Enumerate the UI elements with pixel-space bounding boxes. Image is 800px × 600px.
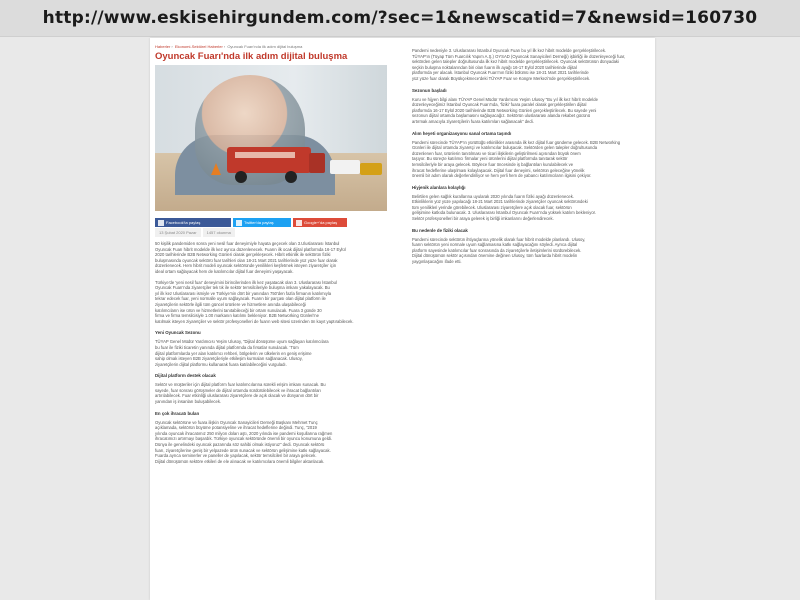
paragraph-line: platformda 16-17 Eylül 2020 tarihlerinde B2B Networking Günleri gerçekleştirilecek. Bu sayede yeni [412, 107, 597, 113]
breadcrumb-item[interactable]: Ekonomi-Sektörel Haberler [174, 44, 223, 49]
paragraph-line: Dijital dönüşümün sektöre etkileri de ele alınacak ve katılımcılara önemli bilgiler aktarılacak. [155, 458, 325, 464]
paragraph-line: Sektör ve müşteriler için dijital platform fuar katılımcılarına sürekli erişim imkanı sunacak. Bu [155, 382, 326, 388]
article-subheading: En çok ihracatı bulan [155, 410, 200, 416]
paragraph-line: sektörden gelen talepler doğrultusunda ilk kez hibrit modelde gerçekleştirilecek. Oyuncak sektörünün dünyadaki [412, 59, 619, 65]
paragraph-line: sayede, fuar sonrası görüşmeler de dijital ortamda sürdürülebilecek ve ihracat bağlantıları [155, 387, 321, 393]
share-bar [155, 218, 387, 227]
paragraph-line: Sektör profesyonelleri bir araya gelerek iş birliği imkanlarını değerlendirecek. [412, 216, 554, 222]
paragraph-line: yıl ilk kez Uluslararası ismiyle ve Türkiye'nin dört bir yanından 750'den fazla firmanın katılımıyla [155, 290, 332, 296]
paragraph-line: ihracatımızı artırmayı başardık. Türkiye oyuncak sektöründe önemli bir oyuncu konumuna geldi. [155, 436, 333, 442]
paragraph-line: gelişimine katkıda bulunacak. 3. Uluslararası İstanbul Oyuncak Fuarı'nda yüksek katılım bekleniyor. [412, 210, 596, 216]
paragraph-line: dijital platformlarda yer alan katılımcı rehberi, bölgelerin ve ülkelerin en geniş erişime [155, 350, 312, 356]
paragraph-line: firma ve firma temsilcisiyle 1.00 markanın katılımı bekleniyor. B2B Networking Günleri'ne [155, 313, 319, 319]
paragraph-line: yüz yüze fuar olarak Büyükçekmece'deki TÜYAP Fuar ve Kongre Merkezi'nde gerçekleştirilecek. [412, 75, 591, 81]
paragraph-line: düzenlenecek. Hem hibrit modeli oyuncak sektöründe yenilikleri keşfetmek isteyen ziyaretçiler için [155, 263, 337, 269]
paragraph-line: TÜYAP Genel Müdür Yardımcısı Yeşim Ulusoy, "Dijital dönüşüme uyum sağlayan katılımcılara [155, 339, 329, 345]
paragraph-line: Etkinliklerin yüz yüze yapılacağı 18-21 Mart 2021 tarihlerinde ziyaretçiler oyuncak sektöründeki [412, 199, 588, 205]
article-subheading: Hiyjenik alanlara kolaylığı [412, 184, 466, 190]
breadcrumb-item[interactable]: Haberler [155, 44, 171, 49]
twitter-icon [236, 220, 242, 226]
paragraph-line: ihracat hedeflerine ulaşılması kolaylaşacak. Dijital fuar deneyimi, sektörün geleceğine yönelik [412, 167, 585, 173]
article-views: 1457 okunma [203, 228, 235, 237]
paragraph-line: artırılabilecek. Fuar etkinliği uluslararası ziyaretçilere de açık olacak ve dünyanın dört bir [155, 393, 319, 399]
twitter-share-button[interactable]: Twitter'da paylaş [233, 218, 291, 227]
paragraph-line: fuarın sektörün yeni normale uyum sağlamasına katkı sağlayacağını söyledi. Ayrıca dijital [412, 242, 578, 248]
paragraph-line: TÜYAP'ın (Tüyap Tüm Fuarcılık Yapım A.Ş.) OYSAD (Oyuncak Sanayicileri Derneği) işbirliği ile düzenleyeceği fuar, [412, 53, 626, 59]
paragraph-line: yanından iş insanları buluşabilecek. [155, 399, 222, 405]
article-subheading: Bu nedenle de fiziki olacak [412, 227, 468, 233]
article-paragraph [412, 237, 652, 265]
article-meta [155, 228, 387, 237]
paragraph-line: Türkiye'de 'yeni nesil fuar' deneyimini birincilerinden ilk kez yaşatacak olan 3. Uluslararası İstanbul [155, 279, 337, 285]
paragraph-line: yılında oyuncak ihracatımız 250 milyon doları aştı, 2020 yılında ise pandemi koşullarına rağmen [155, 430, 333, 436]
left-article-body [155, 241, 387, 464]
paragraph-line: Dünya ile genelindeki oyuncak pazarında söz sahibi olmak istiyoruz" dedi. Oyuncak sektörü [155, 442, 325, 448]
article-subheading: Alım heyeti organizasyonu sanal ortama taşındı [412, 130, 512, 136]
article-paragraph [412, 97, 652, 125]
paragraph-line: platformda yer alacak. İstanbul Oyuncak Fuarı'nın fiziki bölümü ise 18-21 Mart 2021 tarihlerinde [412, 70, 589, 76]
paragraph-line: ideal ortam sağlayacak hem de katılımcılar dijital fuar deneyimi yaşayacak. [155, 268, 294, 274]
paragraph-line: yaygınlaşacağını ifade etti. [412, 259, 462, 265]
paragraph-line: Dijital dönüşümün sektör açısından önemine değinen Ulusoy, tüm fuarlarda hibrit modelin [412, 253, 578, 259]
paragraph-line: katılmak isteyen ziyaretçiler ve sektör profesyonelleri de fuarın web sitesi üzerinden ön kayıt yaptırabilecek. [155, 318, 354, 324]
paragraph-line: bu fuar ile fiziki ticaretin yanında dijital platformda da fırsatlar sunulacak. 'Tüm [155, 344, 299, 350]
paragraph-line: Belirtilen gelen sağlık kurallarına uyularak 2020 yılında fuarın fiziki ayağı düzenlenecek. [412, 193, 575, 199]
paragraph-line: fuarı, ziyaretçilerine geniş bir yelpazede ürün sunacak ve sektörün gelişimine katkı sağlayacak. [155, 447, 331, 453]
page-title: Oyuncak Fuarı'nda ilk adım dijital buluşma [155, 51, 348, 62]
url-text: http://www.eskisehirgundem.com/?sec=1&newscatid=7&newsid=160730 [42, 8, 758, 28]
facebook-share-button[interactable]: Facebook'ta paylaş [155, 218, 231, 227]
paragraph-line: tekrar edecek fuar, yeni normalle uyum sağlayacak. Fuarın bir parçası olan dijital platform ile [155, 296, 326, 302]
paragraph-line: Oyuncak Fuarı hibrit modelde ilk kez ayrıca düzenlenecek. Fuarın ilk ocak dijital platformda 16-17 Eylül [155, 246, 346, 252]
paragraph-line: Pandemi sürecinde TÜYAP'ın yürüttüğü etkinlikler arasında ilk kez dijital fuar gündeme gelecek. B2B Networking [412, 139, 621, 145]
address-bar[interactable] [0, 0, 800, 37]
article-paragraph [412, 194, 652, 222]
breadcrumb-current: Oyuncak Fuarı'nda ilk adım dijital buluşma [227, 44, 303, 49]
paragraph-line: sahip olmak isteyen B2B ziyaretçileriyle etkileşim kurmaları sağlanacak. Ulusoy, [155, 356, 303, 362]
paragraph-line: 2020 tarihlerinde B2B Networking Günleri olarak gerçekleşecek. Hibrit etkinlik ile sektörün fiziki [155, 252, 331, 258]
paragraph-line: tüm yenilikleri yerinde görebilecek. Uluslararası ziyaretçilere açık olacak fuar, sektörün [412, 204, 572, 210]
paragraph-line: düzenleyeceğimiz İstanbul Oyuncak Fuarı'nda, 'fiziki' fuara paralel olarak gerçekleştirilen dijital [412, 102, 587, 108]
paragraph-line: düzenlenen fuar, ürünlerin tanıtılması ve ticari ilişkilerin geliştirilmesi açısından büyük önem [412, 150, 581, 156]
article-paragraph [155, 241, 387, 275]
article-paragraph [412, 48, 652, 82]
article-subheading: Yeni Oyuncak Sezonu [155, 330, 201, 336]
paragraph-line: buluşmasında oyuncak sektörü fuar tarihleri olan 18-21 Mart 2021 tarihlerinde yüz yüze fuar olarak [155, 257, 338, 263]
paragraph-line: seçkin buluşma noktalarından biri olan fuarın ilk ayağı 16-17 Eylül 2020 tarihlerinde dijital [412, 64, 577, 70]
article-paragraph [155, 382, 387, 404]
article-paragraph [155, 339, 387, 367]
article-paragraph [155, 420, 387, 465]
paragraph-line: platform sayesinde katılımcılar fuar sonrasında da ziyaretçilerle iletişimlerini sürdürebilecek. [412, 247, 582, 253]
paragraph-line: Günleri ile dijital ortamda ziyaretçi ve katılımcılar buluşacak. Sektörden gelen talepler doğrultusunda [412, 145, 598, 151]
article-page [150, 38, 655, 600]
paragraph-line: temsilcileriyle bir araya gelecek. Böylece fuar öncesinde iş bağlantıları kurulabilecek ve [412, 161, 574, 167]
right-column [412, 44, 652, 270]
paragraph-line: Oyuncak Fuarı'nda ziyaretçiler tek tık ile sektör temsilcileriyle buluşma imkanı yakalayacak. Bu [155, 285, 330, 291]
paragraph-line: Pandemi sürecinde sektörün ihtiyaçlarına yönelik olarak fuar hibrit modelde planlandı. Ulusoy, [412, 236, 586, 242]
article-paragraph [412, 140, 652, 179]
article-subheading: Sezonun başladı [412, 87, 447, 93]
article-subheading: Dijital platform destek olacak [155, 373, 216, 379]
paragraph-line: ziyaretçilerin sektörle ilgili tüm güncel ürünlere ve hizmetlere anında ulaşabileceği [155, 301, 306, 307]
paragraph-line: ziyaretçilerin dijital platformu kullanarak fuara katılabileceğini vurguladı. [155, 361, 287, 367]
paragraph-line: Pandemi nedeniyle 3. Uluslararası İstanbul Oyuncak Fuarı bu yıl ilk kez hibrit modelde gerçekleştirilecek. [412, 48, 607, 53]
paragraph-line: Fuarda ayrıca seminerler ve paneller de yapılacak, sektör temsilcileri bir araya gelecek. [155, 453, 317, 459]
paragraph-line: Oyuncak sektörüne ve fuara ilişkin Oyuncak Sanayicileri Derneği Başkanı Mehmet Tunç [155, 419, 318, 425]
paragraph-line: açıklamada, sektörün büyüme potansiyeline ve ihracat hedeflerine değindi. Tunç, "2019 [155, 425, 317, 431]
left-column [155, 44, 387, 469]
paragraph-line: 50 kişilik pandemiden sonra yeni nesil fuar deneyimiyle hayata geçecek olan 3.Uluslararası İstanbul [155, 241, 340, 246]
google-plus-icon [296, 220, 302, 226]
paragraph-line: önemli bir adım olarak değerlendiriliyor ve hem yerli hem de yabancı katılımcıların ilgisini çekiyor. [412, 173, 592, 179]
paragraph-line: taşıyor. Bu süreçte katılımcı firmalar yeni ürünlerini dijital platformda tanıtarak sektör [412, 156, 568, 162]
paragraph-line: artırmak amacıyla ziyaretçilerin fuara katılımları sağlanacak" dedi. [412, 118, 534, 124]
paragraph-line: Kuru ve hijyen bilgi alanı TÜYAP Genel Müdür Yardımcısı Yeşim Ulusoy "Bu yıl ilk kez hibrit modelde [412, 96, 598, 102]
google-share-button[interactable]: Google+'da paylaş [293, 218, 347, 227]
article-photo [155, 65, 387, 211]
paragraph-line: katılımcıların ise ürün ve hizmetlerini tanıtabileceği bir ortam sunulacak. Fuara 3 günde 30 [155, 307, 322, 313]
facebook-icon [158, 220, 164, 226]
breadcrumb: Haberler› Ekonomi-Sektörel Haberler› Oyuncak Fuarı'nda ilk adım dijital buluşma [155, 44, 303, 49]
article-paragraph [155, 280, 387, 325]
paragraph-line: sezonun dijital ortamda başlamasını sağlayacağız. Sektörün uluslararası alanda rekabet gücünü [412, 113, 591, 119]
article-date: 13 Şubat 2020 Pazar [155, 228, 201, 237]
